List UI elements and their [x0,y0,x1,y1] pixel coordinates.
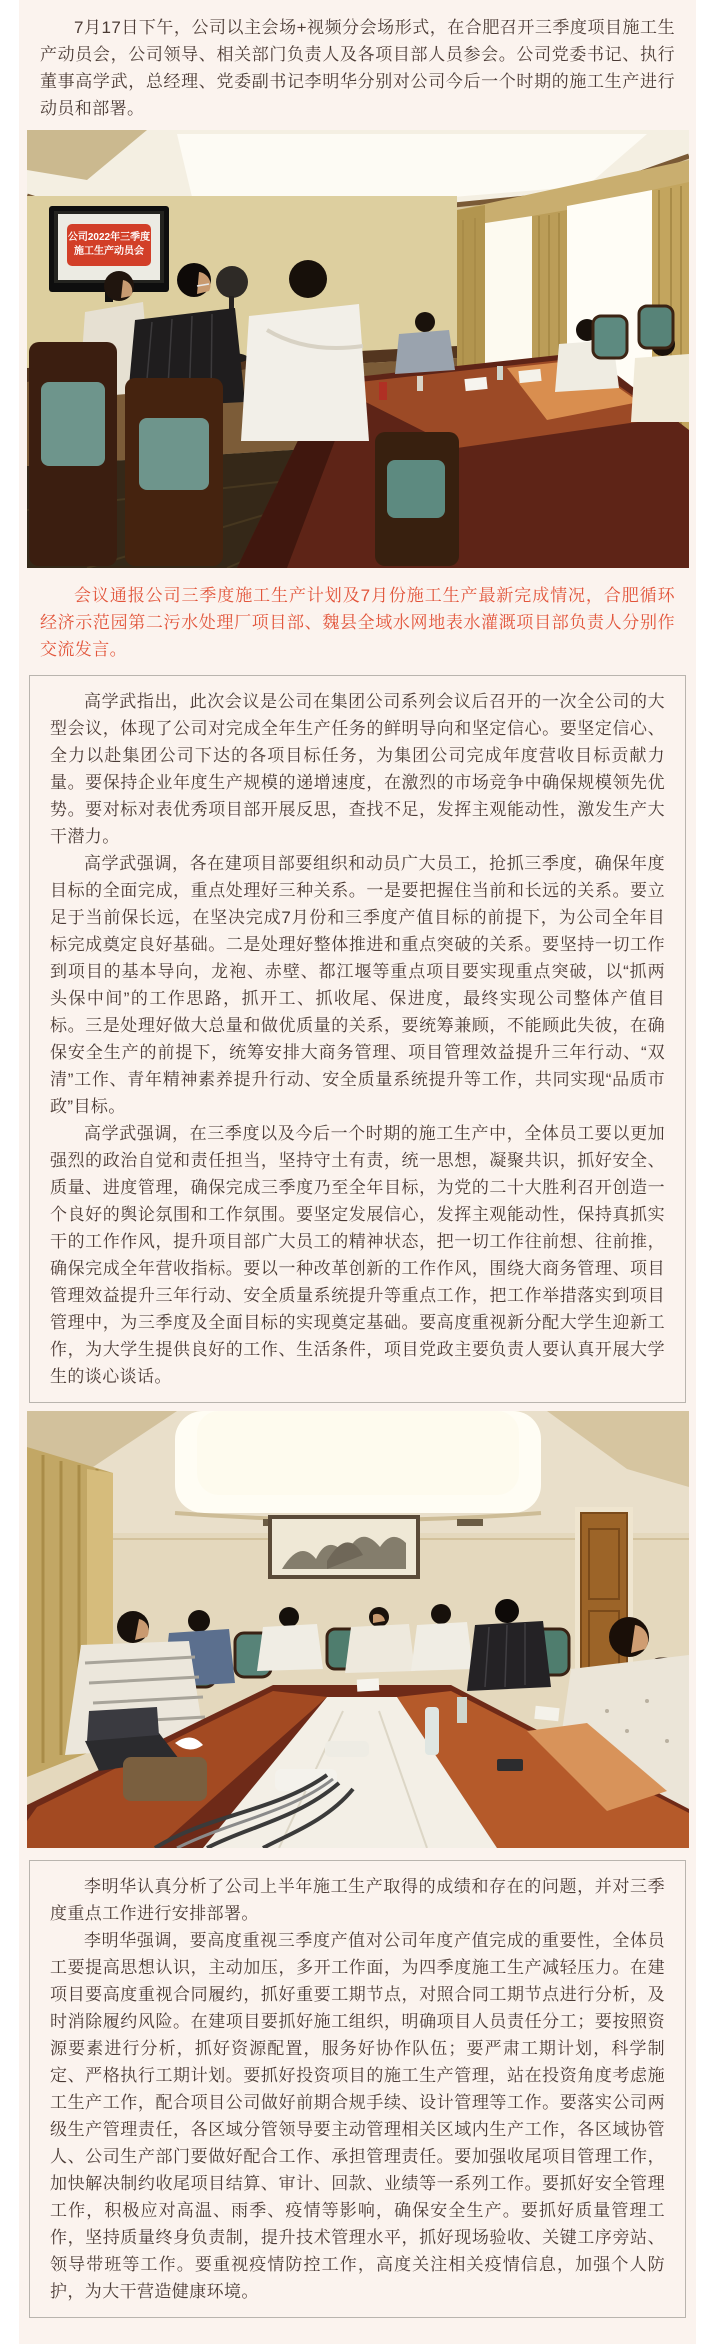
gaoxuewu-paragraph-3: 高学武强调，在三季度以及今后一个时期的施工生产中，全体员工要以更加强烈的政治自觉和责任担当，坚持守土有责，统一思想，凝聚共识，抓好安全、质量、进度管理，确保完成三季度乃至全年目标，为党的二十大胜利召开创造一个良好的舆论氛围和工作氛围。要坚定发展信心，发挥主观能动性，保持真抓实干的工作作风，提升项目部广大员工的精神状态，把一切工作往前想、往前推，确保完成全年营收指标。要以一种改革创新的工作作风，围绕大商务管理、项目管理效益提升三年行动、安全质量系统提升等重点工作，把工作举措落实到项目管理中，为三季度及全面目标的实现奠定基础。要高度重视新分配大学生迎新工作，为大学生提供良好的工作、生活条件，项目党政主要负责人要认真开展大学生的谈心谈话。 [50,1124,665,1386]
gaoxuewu-paragraph-1: 高学武指出，此次会议是公司在集团公司系列会议后召开的一次全公司的大型会议，体现了公司对完成全年生产任务的鲜明导向和坚定信心。要坚定信心、全力以赴集团公司下达的各项目标任务，为集团公司完成年度营收目标贡献力量。要保持企业年度生产规模的递增速度，在激烈的市场竞争中确保规模领先优势。要对标对表优秀项目部开展反思，查找不足，发挥主观能动性，激发生产大干潜力。 [50,692,665,846]
slide-red-banner [67,224,151,266]
slide-title-line1: 公司2022年三季度 [67,232,150,243]
gaoxuewu-remarks-box [29,675,686,1403]
meeting-photo-2 [27,1411,689,1848]
article-content [19,0,696,2344]
liminghua-paragraph-2: 李明华强调，要高度重视三季度产值对公司年度产值完成的重要性，全体员工要提高思想认识，主动加压，多开工作面，为四季度施工生产减轻压力。在建项目要高度重视合同履约，抓好重要工期节点，对照合同工期节点进行分析，及时消除履约风险。在建项目要抓好施工组织，明确项目人员责任分工；要按照资源要素进行分析，抓好资源配置，服务好协作队伍；要严肃工期计划，科学制定、严格执行工期计划。要抓好投资项目的施工生产管理，站在投资角度考虑施工生产工作，配合项目公司做好前期合规手续、设计管理等工作。要落实公司两级生产管理责任，各区域分管领导要主动管理相关区域内生产工作，各区域协管人、公司生产部门要做好配合工作、承担管理责任。要加强收尾项目管理工作，加快解决制约收尾项目结算、审计、回款、业绩等一系列工作。要抓好安全管理工作，积极应对高温、雨季、疫情等影响，确保安全生产。要抓好质量管理工作，坚持质量终身负责制，提升技术管理水平，抓好现场验收、关键工序旁站、领导带班等工作。要重视疫情防控工作，高度关注相关疫情信息，加强个人防护，为大干营造健康环境。 [50,1931,665,2301]
highlight-paragraph: 会议通报公司三季度施工生产计划及7月份施工生产最新完成情况，合肥循环经济示范园第二污水处理厂项目部、魏县全域水网地表水灌溉项目部负责人分别作交流发言。 [40,586,675,659]
landscape-painting [270,1517,418,1577]
liminghua-paragraph-1: 李明华认真分析了公司上半年施工生产取得的成绩和存在的问题，并对三季度重点工作进行安排部署。 [50,1877,665,1923]
intro-paragraph: 7月17日下午，公司以主会场+视频分会场形式，在合肥召开三季度项目施工生产动员会，公司领导、相关部门负责人及各项目部人员参会。公司党委书记、执行董事高学武，总经理、党委副书记李明华分别对公司今后一个时期的施工生产进行动员和部署。 [40,18,675,118]
meeting-photo-2-illustration [27,1411,689,1848]
meeting-photo-1 [27,130,689,568]
liminghua-remarks-box [29,1860,686,2318]
gaoxuewu-paragraph-2: 高学武强调，各在建项目部要组织和动员广大员工，抢抓三季度，确保年度目标的全面完成，重点处理好三种关系。一是要把握住当前和长远的关系。要立足于当前保长远，在坚决完成7月份和三季度产值目标的前提下，为公司全年目标完成奠定良好基础。二是处理好整体推进和重点突破的关系。要坚持一切工作到项目的基本导向，龙袍、赤壁、都江堰等重点项目要实现重点突破，以“抓两头保中间”的工作思路，抓开工、抓收尾、保进度，最终实现公司整体产值目标。三是处理好做大总量和做优质量的关系，要统筹兼顾，不能顾此失彼，在确保安全生产的前提下，统筹安排大商务管理、项目管理效益提升三年行动、“双清”工作、青年精神素养提升行动、安全质量系统提升等工作，共同实现“品质市政”目标。 [50,854,665,1116]
meeting-photo-1-illustration [27,130,689,568]
slide-title-line2: 施工生产动员会 [73,246,144,257]
